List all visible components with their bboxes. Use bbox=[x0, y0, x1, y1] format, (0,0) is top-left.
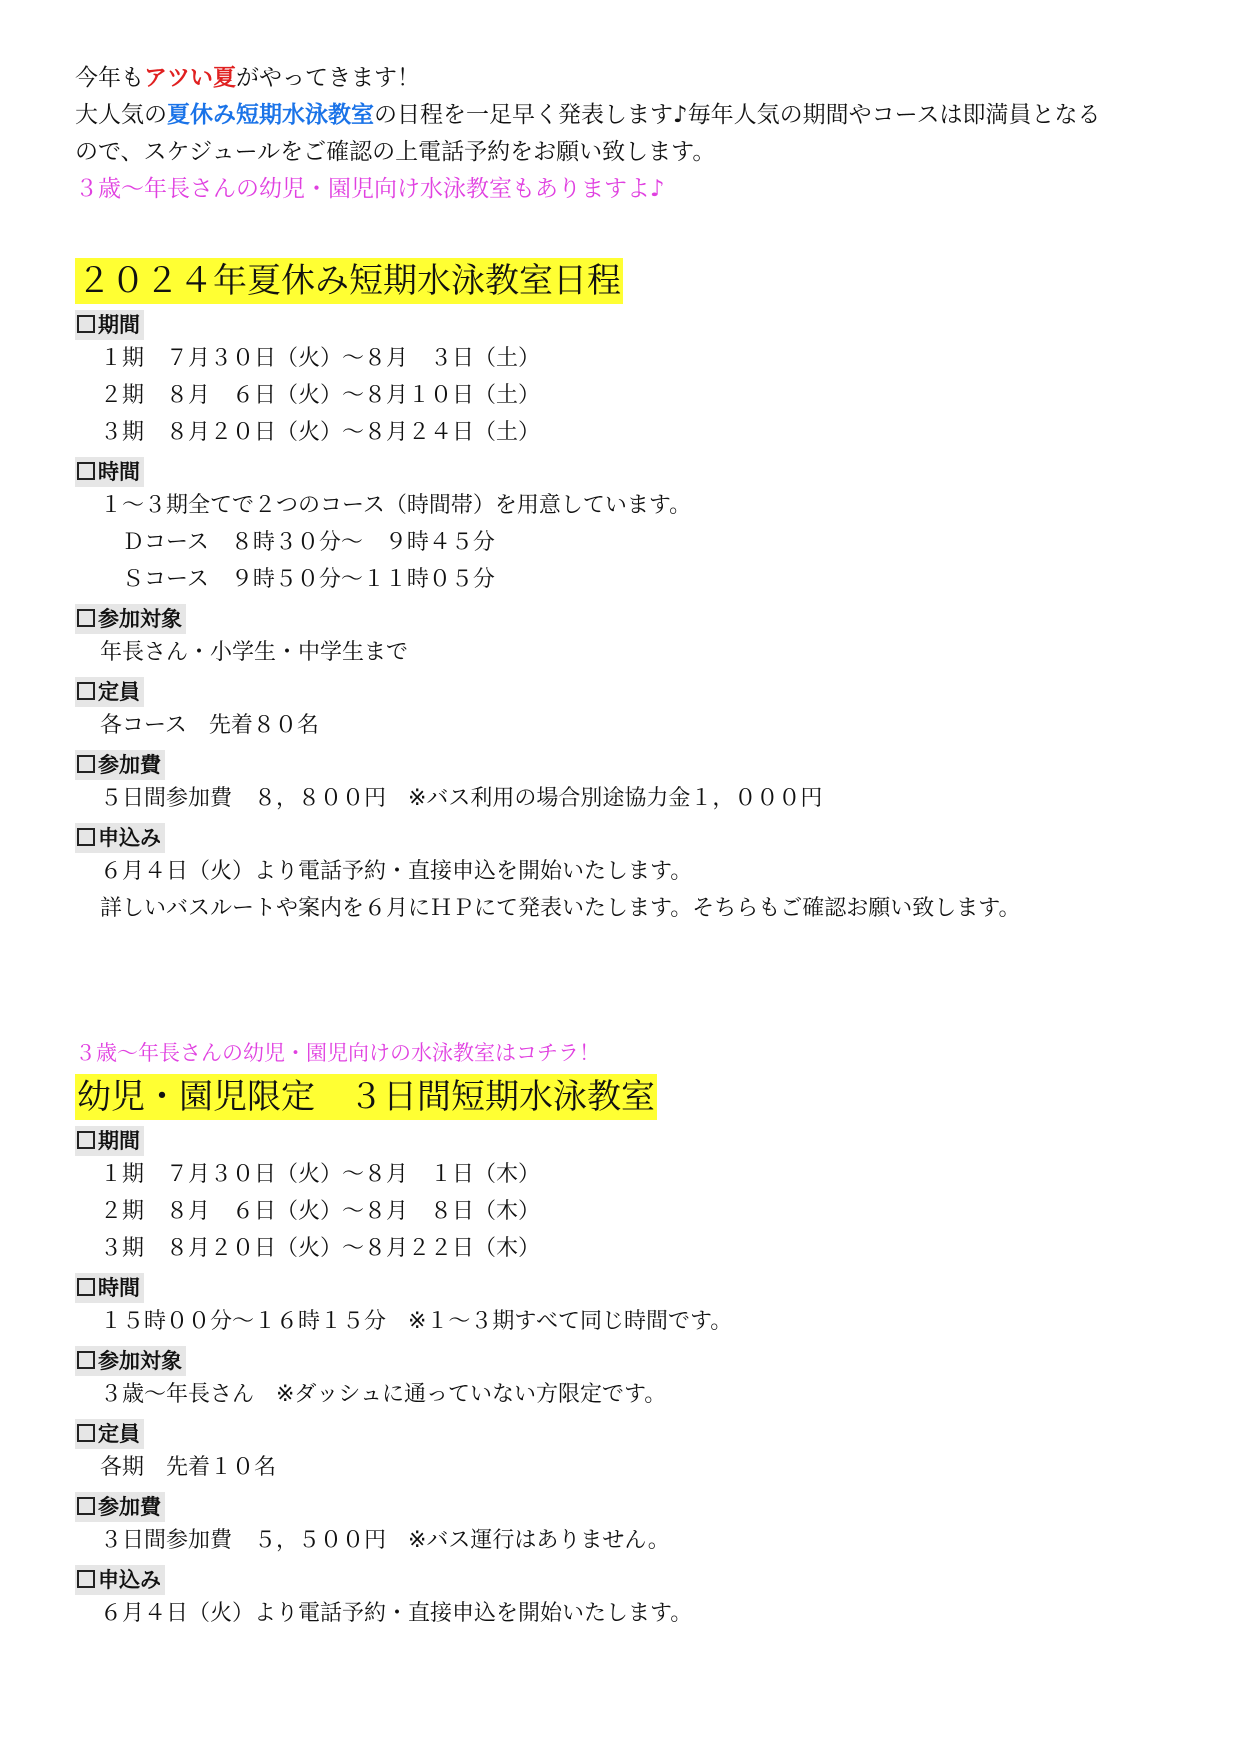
period-row: ３期 ８月２０日（火）～８月２４日（土） bbox=[100, 420, 541, 445]
target-text: 年長さん・小学生・中学生まで bbox=[100, 640, 409, 665]
intro-paragraph bbox=[75, 60, 1175, 208]
course-name-highlight: 夏休み短期水泳教室 bbox=[167, 102, 374, 128]
time-label: 時間 bbox=[75, 457, 144, 487]
target-label: 参加対象 bbox=[75, 1346, 186, 1376]
intro-line-2: 大人気の夏休み短期水泳教室の日程を一足早く発表します♪毎年人気の期間やコースは即満員となる bbox=[75, 102, 1101, 128]
target-label: 参加対象 bbox=[75, 604, 186, 634]
checkbox-square-icon bbox=[77, 1570, 95, 1588]
course-row: Ｄコース ８時３０分～ ９時４５分 bbox=[122, 530, 495, 555]
checkbox-square-icon bbox=[77, 462, 95, 480]
course-row: Ｓコース ９時５０分～１１時０５分 bbox=[122, 567, 495, 592]
period-row: ３期 ８月２０日（火）～８月２２日（木） bbox=[100, 1236, 541, 1261]
period-row: １期 ７月３０日（火）～８月 ３日（土） bbox=[100, 346, 541, 371]
checkbox-square-icon bbox=[77, 1497, 95, 1515]
capacity-label: 定員 bbox=[75, 677, 144, 707]
section-toddler-course bbox=[75, 1038, 1175, 1632]
checkbox-square-icon bbox=[77, 682, 95, 700]
period-label: 期間 bbox=[75, 310, 144, 340]
intro-line-1: 今年もアツい夏がやってきます！ bbox=[75, 65, 420, 91]
fee-label: 参加費 bbox=[75, 1492, 165, 1522]
checkbox-square-icon bbox=[77, 315, 95, 333]
intro-line-4: ３歳～年長さんの幼児・園児向け水泳教室もありますよ♪ bbox=[75, 176, 665, 202]
checkbox-square-icon bbox=[77, 1278, 95, 1296]
section-2-title: 幼児・園児限定 ３日間短期水泳教室 bbox=[75, 1074, 657, 1120]
apply-text: ６月４日（火）より電話予約・直接申込を開始いたします。 bbox=[100, 859, 693, 884]
checkbox-square-icon bbox=[77, 1131, 95, 1149]
period-row: ２期 ８月 ６日（火）～８月１０日（土） bbox=[100, 383, 541, 408]
section-summer-course bbox=[75, 258, 1175, 927]
intro-line-3: ので、スケジュールをご確認の上電話予約をお願い致します。 bbox=[75, 139, 716, 165]
apply-label: 申込み bbox=[75, 1565, 165, 1595]
time-intro: １～３期全てで２つのコース（時間帯）を用意しています。 bbox=[100, 493, 692, 518]
apply-text: ６月４日（火）より電話予約・直接申込を開始いたします。 bbox=[100, 1601, 693, 1626]
capacity-text: 各コース 先着８０名 bbox=[100, 713, 319, 738]
checkbox-square-icon bbox=[77, 1351, 95, 1369]
period-row: １期 ７月３０日（火）～８月 １日（木） bbox=[100, 1162, 541, 1187]
section-1-title: ２０２４年夏休み短期水泳教室日程 bbox=[75, 258, 623, 304]
capacity-text: 各期 先着１０名 bbox=[100, 1455, 277, 1480]
apply-label: 申込み bbox=[75, 823, 165, 853]
checkbox-square-icon bbox=[77, 1424, 95, 1442]
checkbox-square-icon bbox=[77, 609, 95, 627]
checkbox-square-icon bbox=[77, 755, 95, 773]
period-label: 期間 bbox=[75, 1126, 144, 1156]
period-row: ２期 ８月 ６日（火）～８月 ８日（木） bbox=[100, 1199, 541, 1224]
apply-text: 詳しいバスルートや案内を６月にＨＰにて発表いたします。そちらもご確認お願い致します。 bbox=[100, 896, 1021, 921]
checkbox-square-icon bbox=[77, 828, 95, 846]
capacity-label: 定員 bbox=[75, 1419, 144, 1449]
time-label: 時間 bbox=[75, 1273, 144, 1303]
fee-label: 参加費 bbox=[75, 750, 165, 780]
fee-text: ３日間参加費 ５，５００円 ※バス運行はありません。 bbox=[100, 1528, 670, 1553]
time-text: １５時００分～１６時１５分 ※１～３期すべて同じ時間です。 bbox=[100, 1309, 733, 1334]
target-text: ３歳～年長さん ※ダッシュに通っていない方限定です。 bbox=[100, 1382, 667, 1407]
toddler-note: ３歳～年長さんの幼児・園児向けの水泳教室はコチラ！ bbox=[75, 1041, 600, 1065]
hot-summer-highlight: アツい夏 bbox=[144, 65, 236, 91]
fee-text: ５日間参加費 ８，８００円 ※バス利用の場合別途協力金１，０００円 bbox=[100, 786, 823, 811]
